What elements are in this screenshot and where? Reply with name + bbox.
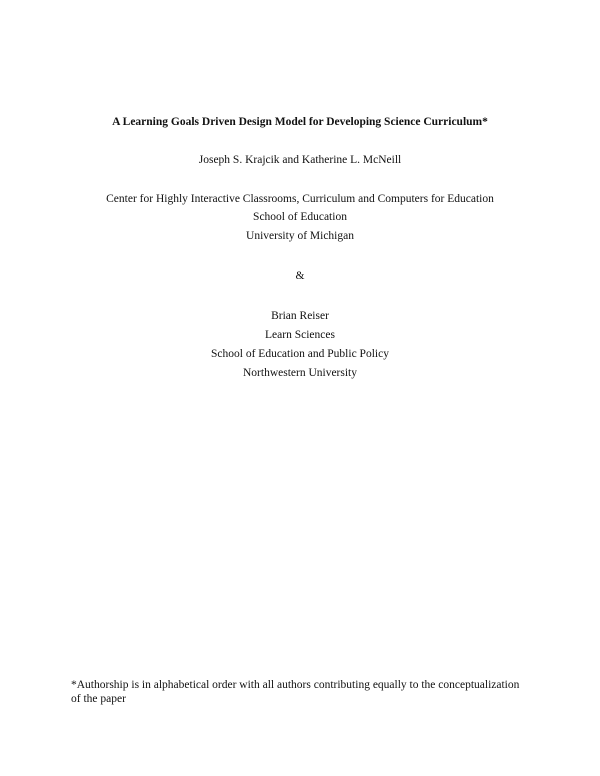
footnote-line-2: of the paper	[71, 693, 126, 705]
author2-department: Learn Sciences	[265, 329, 335, 341]
author2-name: Brian Reiser	[271, 310, 329, 322]
ampersand: &	[295, 270, 305, 282]
affiliation-school: School of Education	[253, 211, 347, 223]
author2-university: Northwestern University	[242, 367, 358, 379]
authors-line: Joseph S. Krajcik and Katherine L. McNeill	[198, 154, 402, 166]
footnote-line-1: *Authorship is in alphabetical order with all authors contributing equally to the conceptualization	[71, 679, 520, 691]
affiliation-center: Center for Highly Interactive Classrooms, Curriculum and Computers for Education	[106, 193, 494, 205]
paper-title: A Learning Goals Driven Design Model for Developing Science Curriculum*	[112, 116, 488, 128]
affiliation-university: University of Michigan	[246, 230, 354, 242]
author2-school: School of Education and Public Policy	[211, 348, 389, 360]
